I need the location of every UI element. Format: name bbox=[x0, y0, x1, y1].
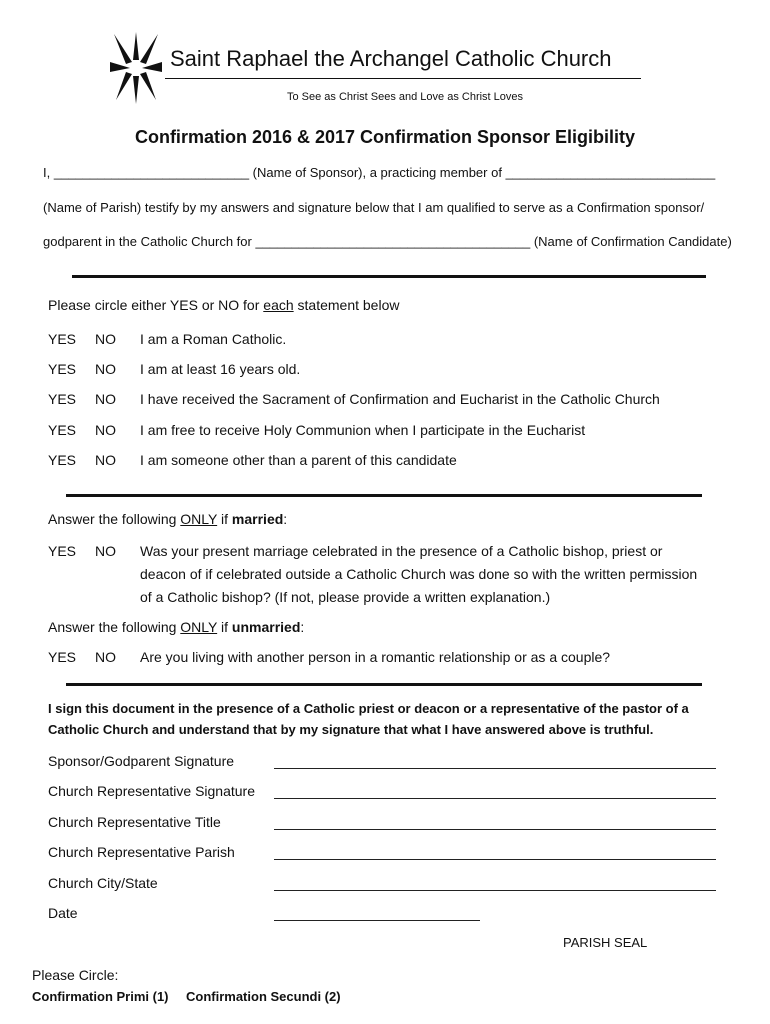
circle-instruction-after: statement below bbox=[293, 297, 400, 313]
no-option[interactable]: NO bbox=[95, 422, 116, 438]
circle-instruction-before: Please circle either YES or NO for bbox=[48, 297, 264, 313]
no-option[interactable]: NO bbox=[95, 361, 116, 377]
intro-line-2: (Name of Parish) testify by my answers and signature below that I am qualified to serve as a Confirmation sponsor/ bbox=[43, 200, 705, 215]
intro-candidate: (Name of Confirmation Candidate) bbox=[530, 234, 732, 249]
no-option[interactable]: NO bbox=[95, 649, 116, 665]
no-option[interactable]: NO bbox=[95, 391, 116, 407]
city-state-label: Church City/State bbox=[48, 875, 158, 891]
married-if: if bbox=[217, 511, 232, 527]
yes-option[interactable]: YES bbox=[48, 422, 77, 438]
parish-name-blank[interactable]: _____________________________ bbox=[505, 165, 716, 180]
sponsor-signature-field[interactable] bbox=[274, 768, 716, 769]
statement-text: I am at least 16 years old. bbox=[140, 361, 301, 377]
please-circle-label: Please Circle: bbox=[32, 967, 119, 983]
church-motto: To See as Christ Sees and Love as Christ Loves bbox=[287, 91, 524, 103]
city-state-field[interactable] bbox=[274, 890, 716, 891]
no-option[interactable]: NO bbox=[95, 452, 116, 468]
sponsor-signature-label: Sponsor/Godparent Signature bbox=[48, 753, 235, 769]
intro-line-3 bbox=[43, 234, 732, 249]
declaration-line-1: I sign this document in the presence of a Catholic priest or deacon or a representative of the pastor of a bbox=[48, 701, 689, 716]
unmarried-status: unmarried bbox=[231, 619, 301, 635]
married-question-line-2: deacon of if celebrated outside a Catholic Church was done so with the written permission bbox=[140, 566, 698, 582]
yes-option[interactable]: YES bbox=[48, 452, 77, 468]
circle-instruction-each: each bbox=[263, 297, 294, 313]
unmarried-before: Answer the following bbox=[48, 619, 181, 635]
intro-godparent: godparent in the Catholic Church for bbox=[43, 234, 256, 249]
unmarried-if: if bbox=[217, 619, 232, 635]
married-question-line-3: of a Catholic bishop? (If not, please provide a written explanation.) bbox=[140, 589, 551, 605]
married-question-line-1: Was your present marriage celebrated in the presence of a Catholic bishop, priest or bbox=[140, 543, 663, 559]
parish-seal-label: PARISH SEAL bbox=[563, 935, 648, 950]
statement-text: I am free to receive Holy Communion when I participate in the Eucharist bbox=[140, 422, 586, 438]
statement-text: I have received the Sacrament of Confirmation and Eucharist in the Catholic Church bbox=[140, 391, 660, 407]
declaration-line-2: Catholic Church and understand that by my signature that what I have answered above is truthful. bbox=[48, 722, 654, 737]
rep-signature-label: Church Representative Signature bbox=[48, 783, 256, 799]
confirmation-primi-option[interactable]: Confirmation Primi (1) bbox=[32, 989, 169, 1004]
yes-option[interactable]: YES bbox=[48, 391, 77, 407]
yes-option[interactable]: YES bbox=[48, 649, 77, 665]
church-name: Saint Raphael the Archangel Catholic Church bbox=[170, 46, 612, 71]
no-option[interactable]: NO bbox=[95, 543, 116, 559]
date-field[interactable] bbox=[274, 920, 480, 921]
married-instruction bbox=[48, 511, 287, 527]
unmarried-colon: : bbox=[300, 619, 305, 635]
unmarried-question: Are you living with another person in a romantic relationship or as a couple? bbox=[140, 649, 611, 665]
married-colon: : bbox=[283, 511, 288, 527]
cross-rays-icon bbox=[110, 32, 162, 104]
yes-option[interactable]: YES bbox=[48, 361, 77, 377]
confirmation-secundi-option[interactable]: Confirmation Secundi (2) bbox=[186, 989, 341, 1004]
statement-text: I am a Roman Catholic. bbox=[140, 331, 287, 347]
section-divider-3 bbox=[66, 683, 702, 686]
rep-title-field[interactable] bbox=[274, 829, 716, 830]
candidate-name-blank[interactable]: ______________________________________ bbox=[255, 234, 531, 249]
header-divider bbox=[165, 78, 641, 79]
date-label: Date bbox=[48, 905, 78, 921]
statement-text: I am someone other than a parent of this candidate bbox=[140, 452, 457, 468]
section-divider-2 bbox=[66, 494, 702, 497]
married-before: Answer the following bbox=[48, 511, 181, 527]
unmarried-instruction bbox=[48, 619, 304, 635]
yes-option[interactable]: YES bbox=[48, 331, 77, 347]
intro-line-1 bbox=[43, 165, 715, 180]
rep-signature-field[interactable] bbox=[274, 798, 716, 799]
no-option[interactable]: NO bbox=[95, 331, 116, 347]
rep-parish-field[interactable] bbox=[274, 859, 716, 860]
section-divider-1 bbox=[72, 275, 706, 278]
married-only: ONLY bbox=[180, 511, 218, 527]
rep-parish-label: Church Representative Parish bbox=[48, 844, 235, 860]
yes-option[interactable]: YES bbox=[48, 543, 77, 559]
intro-practicing: (Name of Sponsor), a practicing member of bbox=[249, 165, 506, 180]
intro-i: I, bbox=[43, 165, 54, 180]
married-status: married bbox=[231, 511, 284, 527]
page-title: Confirmation 2016 & 2017 Confirmation Sponsor Eligibility bbox=[134, 127, 636, 147]
circle-instruction bbox=[48, 297, 399, 313]
sponsor-name-blank[interactable]: ___________________________ bbox=[53, 165, 250, 180]
rep-title-label: Church Representative Title bbox=[48, 814, 221, 830]
unmarried-only: ONLY bbox=[180, 619, 218, 635]
